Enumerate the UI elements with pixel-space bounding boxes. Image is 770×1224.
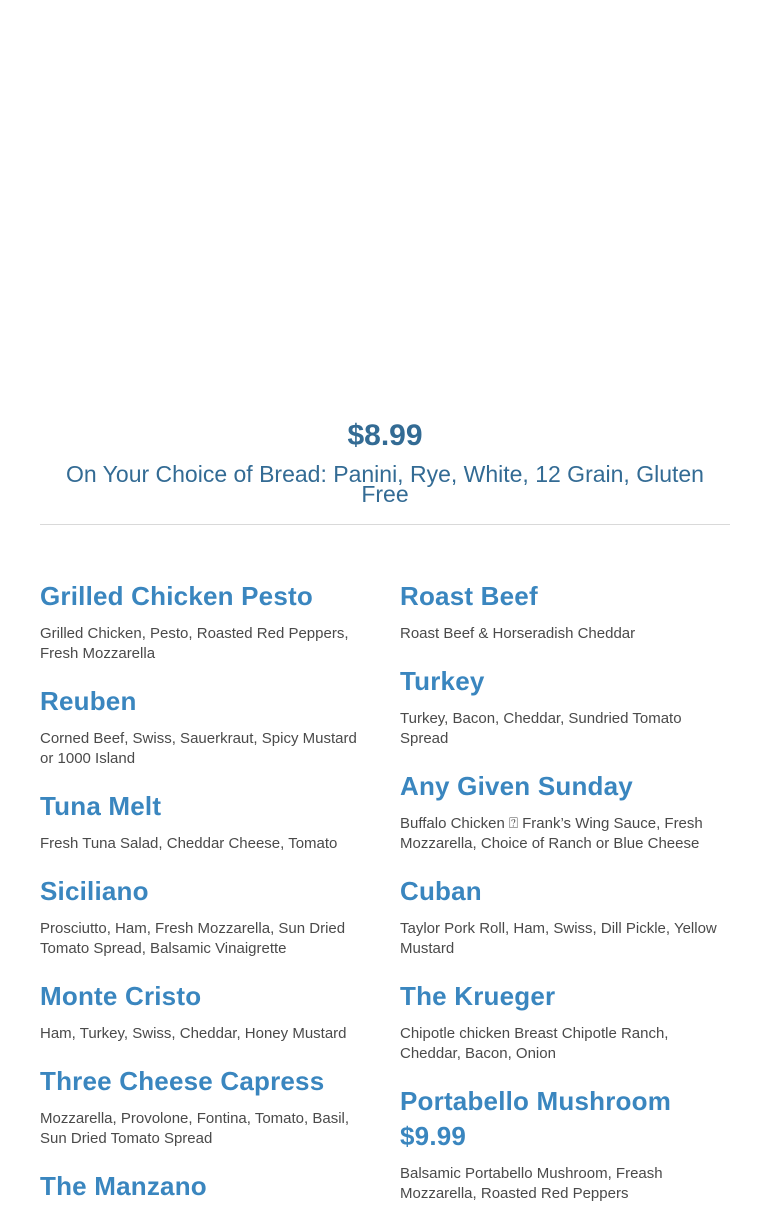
menu-item (400, 1084, 730, 1204)
menu-item-description: Grilled Chicken, Pesto, Roasted Red Peppers, Fresh Mozzarella (40, 625, 349, 662)
menu-item-name: Roast Beef (400, 581, 538, 611)
menu-item (40, 979, 370, 1044)
menu-item-name: Reuben (40, 686, 137, 716)
menu-column-left (40, 579, 370, 1224)
menu-item-name: Cuban (400, 876, 482, 906)
menu-item (40, 579, 370, 664)
menu-item (400, 769, 730, 854)
top-image-area (0, 0, 770, 390)
menu-item (400, 664, 730, 749)
menu-item-name: Monte Cristo (40, 981, 202, 1011)
menu-item-description: Ham, Turkey, Swiss, Cheddar, Honey Mustard (40, 1025, 347, 1042)
menu-item-name: Siciliano (40, 876, 149, 906)
menu-item-name: The Manzano (40, 1171, 207, 1201)
menu-item-description: Balsamic Portabello Mushroom, Freash Mozzarella, Roasted Red Peppers (400, 1165, 663, 1202)
menu-item-description: Mozzarella, Provolone, Fontina, Tomato, Basil, Sun Dried Tomato Spread (40, 1110, 350, 1147)
menu-item-description: Taylor Pork Roll, Ham, Swiss, Dill Pickle, Yellow Mustard (400, 920, 717, 957)
menu-item (40, 1064, 370, 1149)
menu-header (40, 418, 730, 507)
bread-choice-line: On Your Choice of Bread: Panini, Rye, White, 12 Grain, Gluten Free (66, 461, 704, 507)
menu-item-name: Turkey (400, 666, 485, 696)
menu-item (400, 579, 730, 644)
menu-item-name: The Krueger (400, 981, 556, 1011)
menu-item-description: Prosciutto, Ham, Fresh Mozzarella, Sun Dried Tomato Spread, Balsamic Vinaigrette (40, 920, 346, 957)
menu-item (400, 874, 730, 959)
menu-item-description: Chipotle chicken Breast Chipotle Ranch, Cheddar, Bacon, Onion (400, 1025, 669, 1062)
menu-item-description: Turkey, Bacon, Cheddar, Sundried Tomato Spread (400, 710, 682, 747)
menu-item (40, 684, 370, 769)
menu-item-name: Any Given Sunday (400, 771, 633, 801)
menu-item-name: Portabello Mushroom $9.99 (400, 1086, 672, 1151)
menu-item-description: Roast Beef & Horseradish Cheddar (400, 625, 636, 642)
menu-item-name: Three Cheese Capress (40, 1066, 325, 1096)
menu-item-description: Buffalo Chicken ⍰ Frank’s Wing Sauce, Fresh Mozzarella, Choice of Ranch or Blue Cheese (400, 815, 703, 852)
menu-item-name: Grilled Chicken Pesto (40, 581, 313, 611)
price: $8.99 (347, 419, 423, 452)
menu-column-right (400, 579, 730, 1224)
menu-item (40, 874, 370, 959)
menu-item-description: Fresh Tuna Salad, Cheddar Cheese, Tomato (40, 835, 338, 852)
menu-item-description: Corned Beef, Swiss, Sauerkraut, Spicy Mustard or 1000 Island (40, 730, 357, 767)
menu-item (40, 789, 370, 854)
menu-item-name: Tuna Melt (40, 791, 162, 821)
menu-item (40, 1169, 370, 1204)
menu-item (400, 979, 730, 1064)
divider (40, 524, 730, 525)
